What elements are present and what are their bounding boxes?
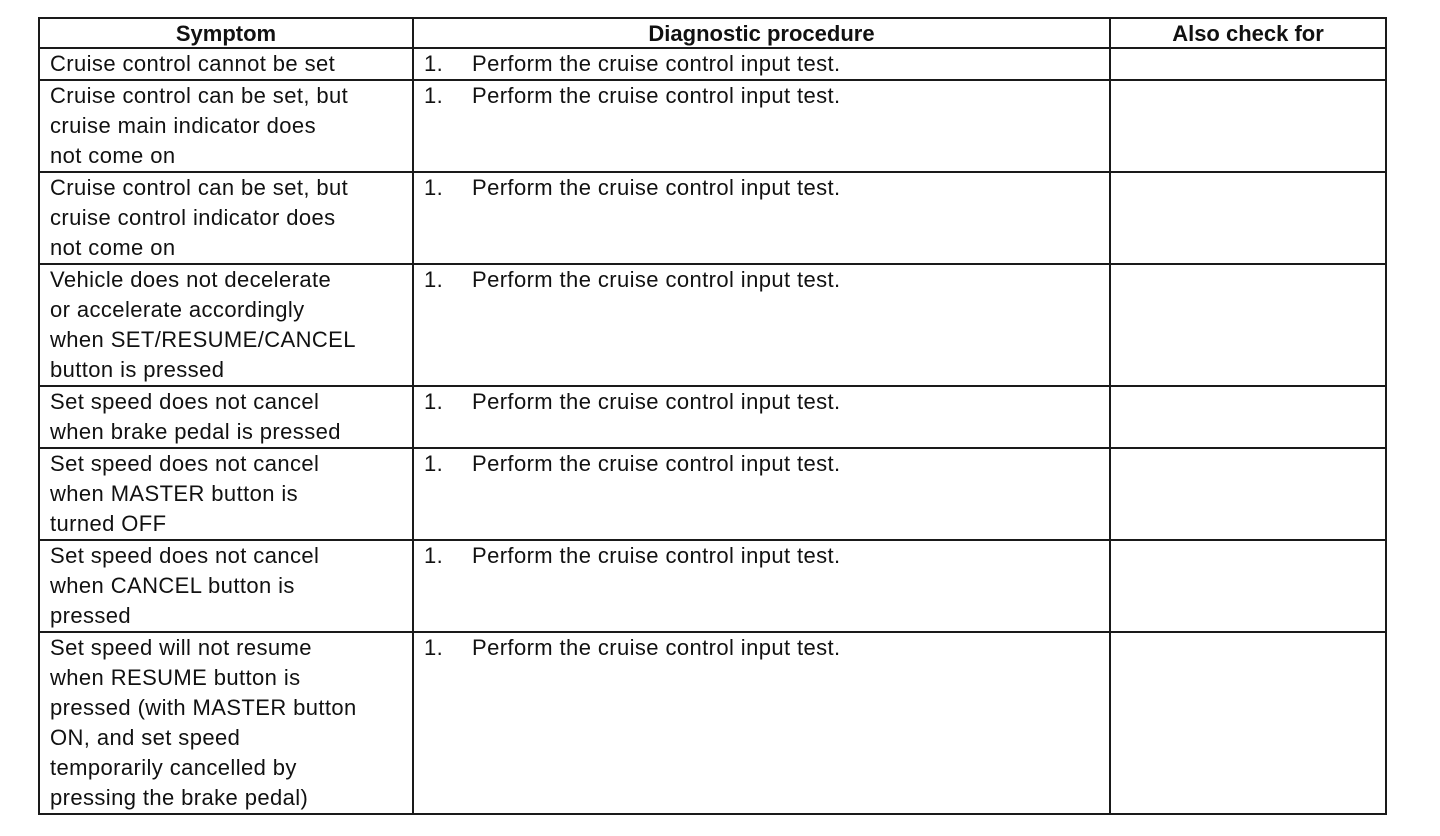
symptom-cell: Set speed does not cancel when MASTER button is turned OFF <box>39 448 413 540</box>
table-row <box>39 48 1386 80</box>
table-row <box>39 386 1386 448</box>
table-header-row <box>39 18 1386 48</box>
step-number: 1. <box>424 175 444 200</box>
table-row <box>39 80 1386 172</box>
header-also-check-for: Also check for <box>1110 18 1386 48</box>
step-number: 1. <box>424 51 444 76</box>
step-number: 1. <box>424 83 444 108</box>
symptom-cell: Set speed will not resume when RESUME button is pressed (with MASTER button ON, and set speed temporarily cancelled by pressing the brake pedal) <box>39 632 413 814</box>
table-row <box>39 264 1386 386</box>
symptom-cell: Set speed does not cancel when brake pedal is pressed <box>39 386 413 448</box>
table-row <box>39 632 1386 814</box>
step-number: 1. <box>424 267 444 292</box>
step-number: 1. <box>424 543 444 568</box>
step-text: Perform the cruise control input test. <box>472 389 841 414</box>
step-text: Perform the cruise control input test. <box>472 83 841 108</box>
step-number: 1. <box>424 451 444 476</box>
procedure-cell <box>413 264 1110 386</box>
symptom-diagnostic-table <box>38 17 1387 815</box>
header-diagnostic-procedure: Diagnostic procedure <box>413 18 1110 48</box>
step-number: 1. <box>424 635 444 660</box>
step-text: Perform the cruise control input test. <box>472 175 841 200</box>
also-check-cell <box>1110 540 1386 632</box>
also-check-cell <box>1110 172 1386 264</box>
step-text: Perform the cruise control input test. <box>472 543 841 568</box>
symptom-cell: Cruise control cannot be set <box>39 48 413 80</box>
step-text: Perform the cruise control input test. <box>472 51 841 76</box>
also-check-cell <box>1110 448 1386 540</box>
also-check-cell <box>1110 48 1386 80</box>
header-symptom: Symptom <box>39 18 413 48</box>
procedure-cell <box>413 632 1110 814</box>
table-row <box>39 172 1386 264</box>
table-row <box>39 448 1386 540</box>
procedure-cell <box>413 448 1110 540</box>
also-check-cell <box>1110 264 1386 386</box>
symptom-cell: Cruise control can be set, but cruise control indicator does not come on <box>39 172 413 264</box>
procedure-cell <box>413 386 1110 448</box>
also-check-cell <box>1110 80 1386 172</box>
also-check-cell <box>1110 632 1386 814</box>
procedure-cell <box>413 540 1110 632</box>
symptom-cell: Set speed does not cancel when CANCEL button is pressed <box>39 540 413 632</box>
step-number: 1. <box>424 389 444 414</box>
troubleshooting-document <box>38 17 1385 815</box>
procedure-cell <box>413 172 1110 264</box>
step-text: Perform the cruise control input test. <box>472 267 841 292</box>
also-check-cell <box>1110 386 1386 448</box>
symptom-cell: Cruise control can be set, but cruise main indicator does not come on <box>39 80 413 172</box>
symptom-cell: Vehicle does not decelerate or accelerate accordingly when SET/RESUME/CANCEL button is pressed <box>39 264 413 386</box>
procedure-cell <box>413 80 1110 172</box>
procedure-cell <box>413 48 1110 80</box>
step-text: Perform the cruise control input test. <box>472 451 841 476</box>
step-text: Perform the cruise control input test. <box>472 635 841 660</box>
table-row <box>39 540 1386 632</box>
